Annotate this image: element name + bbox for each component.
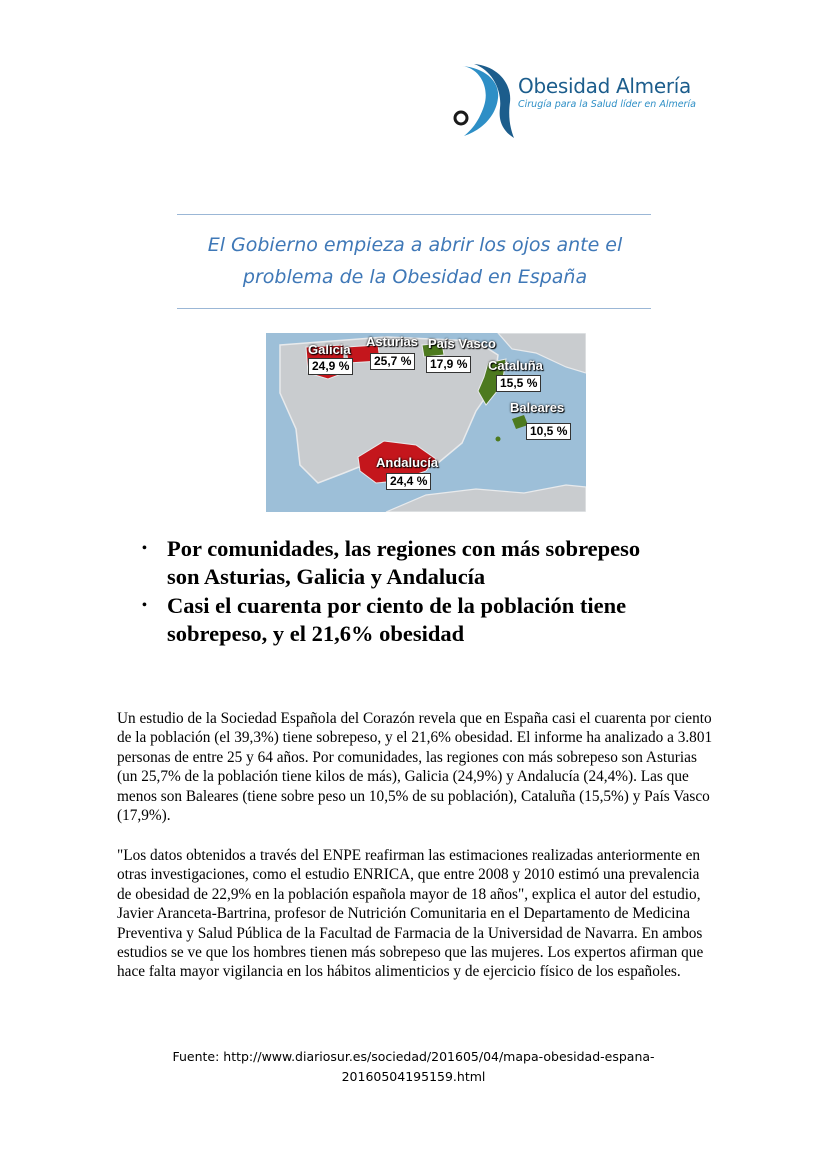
- paragraph-2: "Los datos obtenidos a través del ENPE reafirman las estimaciones realizadas anteriormente en otras investigaciones, como el estudio ENRICA, que entre 2008 y 2010 estimó una prevalencia de obesidad de 22,9% en la población española mayor de 18 años", explica el autor del estudio, Javier Aranceta-Bartrina, profesor de Nutrición Comunitaria en el Departamento de Medicina Preventiva y Salud Pública de la Facultad de Farmacia de la Universidad de Navarra. En ambos estudios se ve que los hombres tienen más sobrepeso que las mujeres. Los expertos afirman que hace falta mayor vigilancia en los hábitos alimenticios y de ejercicio físico de los españoles.: [117, 847, 704, 981]
- map-value-cataluna: 15,5 %: [496, 375, 541, 392]
- headline-line-1: El Gobierno empieza a abrir los ojos ante el: [207, 234, 623, 256]
- bullet-icon: •: [142, 598, 147, 613]
- map-value-andalucia: 24,4 %: [386, 473, 431, 490]
- list-item: • Por comunidades, las regiones con más sobrepeso son Asturias, Galicia y Andalucía: [142, 536, 641, 589]
- map-value-pais-vasco: 17,9 %: [426, 356, 471, 373]
- map-value-asturias: 25,7 %: [370, 353, 415, 370]
- top-rule: [177, 214, 651, 215]
- source-line-2: 20160504195159.html: [341, 1069, 486, 1084]
- key-points-list: [140, 535, 740, 649]
- map-label-galicia: Galicia: [308, 342, 351, 357]
- source-citation: [150, 1047, 677, 1087]
- source-line-1: Fuente: http://www.diariosur.es/sociedad/201605/04/mapa-obesidad-espana-: [172, 1049, 655, 1064]
- map-label-asturias: Asturias: [366, 334, 419, 349]
- spain-obesity-map: [266, 333, 586, 512]
- logo-name: Obesidad Almería: [518, 74, 691, 98]
- map-label-pais-vasco: País Vasco: [428, 336, 496, 351]
- map-label-andalucia: Andalucía: [376, 455, 439, 470]
- bottom-rule: [177, 308, 651, 309]
- paragraph-1: Un estudio de la Sociedad Española del Corazón revela que en España casi el cuarenta por ciento de la población (el 39,3%) tiene sobrepeso, y el 21,6% obesidad. El informe ha analizado a 3.801 personas de entre 25 y 64 años. Por comunidades, las regiones con más sobrepeso son Asturias (un 25,7% de la población tiene kilos de más), Galicia (24,9%) y Andalucía (24,4%). Las que menos son Baleares (tiene sobre peso un 10,5% de su población), Cataluña (15,5%) y País Vasco (17,9%).: [117, 710, 713, 825]
- map-value-galicia: 24,9 %: [308, 358, 353, 375]
- map-label-cataluna: Cataluña: [488, 358, 543, 373]
- logo-mark-icon: [452, 58, 516, 140]
- map-value-baleares: 10,5 %: [526, 423, 571, 440]
- list-item: • Casi el cuarenta por ciento de la población tiene sobrepeso, y el 21,6% obesidad: [142, 593, 627, 646]
- map-label-baleares: Baleares: [510, 400, 565, 415]
- logo-tagline: Cirugía para la Salud líder en Almería: [518, 99, 696, 110]
- logo: [452, 58, 702, 140]
- bullet-icon: •: [142, 541, 147, 556]
- headline: [140, 229, 690, 293]
- headline-line-2: problema de la Obesidad en España: [242, 266, 588, 288]
